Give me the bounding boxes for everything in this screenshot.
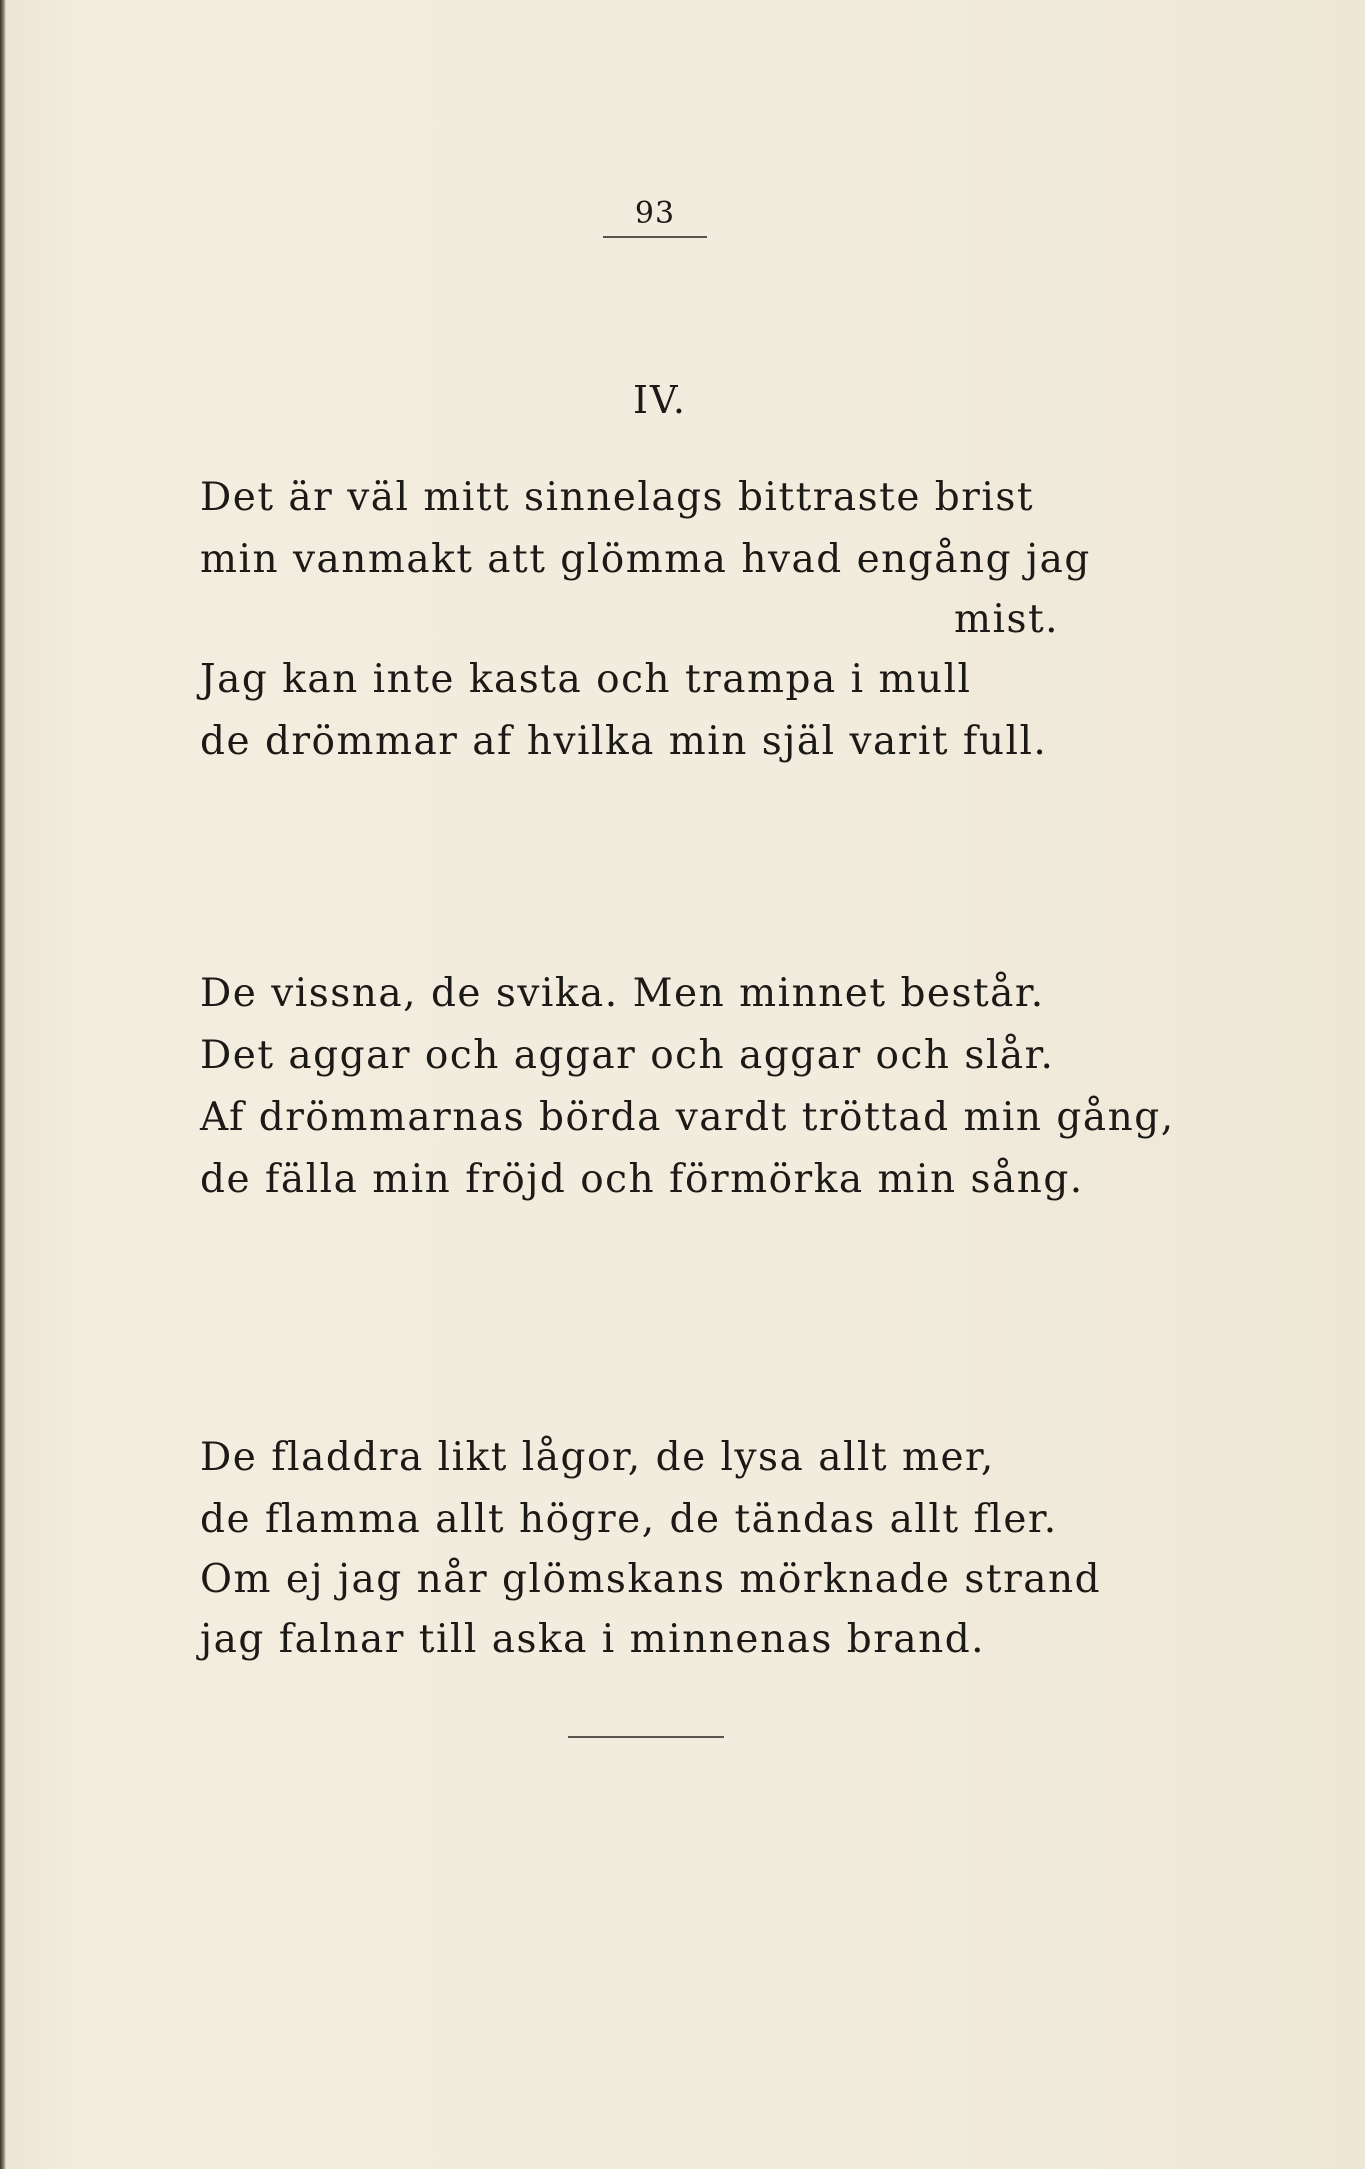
poem-line: De vissna, de svika. Men minnet består. <box>200 971 1045 1016</box>
poem-line: de drömmar af hvilka min själ varit full. <box>200 719 1048 764</box>
page-number: 93 <box>634 196 676 231</box>
page-number-rule <box>603 236 707 238</box>
end-rule <box>568 1736 724 1738</box>
binding-edge <box>0 0 6 2169</box>
poem-line: Det aggar och aggar och aggar och slår. <box>200 1033 1055 1078</box>
poem-line-runover: mist. <box>954 597 1060 642</box>
poem-line: jag falnar till aska i minnenas brand. <box>200 1617 986 1662</box>
poem-line: Om ej jag når glömskans mörknade strand <box>200 1557 1102 1602</box>
poem-line: Det är väl mitt sinnelags bittraste brist <box>200 475 1035 520</box>
section-heading: IV. <box>633 378 687 422</box>
poem-line: Jag kan inte kasta och trampa i mull <box>200 657 972 702</box>
poem-line: De fladdra likt lågor, de lysa allt mer, <box>200 1435 995 1480</box>
poem-line: de flamma allt högre, de tändas allt fler. <box>200 1497 1058 1542</box>
poem-line: min vanmakt att glömma hvad engång jag <box>200 537 1091 582</box>
poem-line: Af drömmarnas börda vardt tröttad min gång, <box>200 1095 1175 1140</box>
poem-line: de fälla min fröjd och förmörka min sång. <box>200 1157 1084 1202</box>
